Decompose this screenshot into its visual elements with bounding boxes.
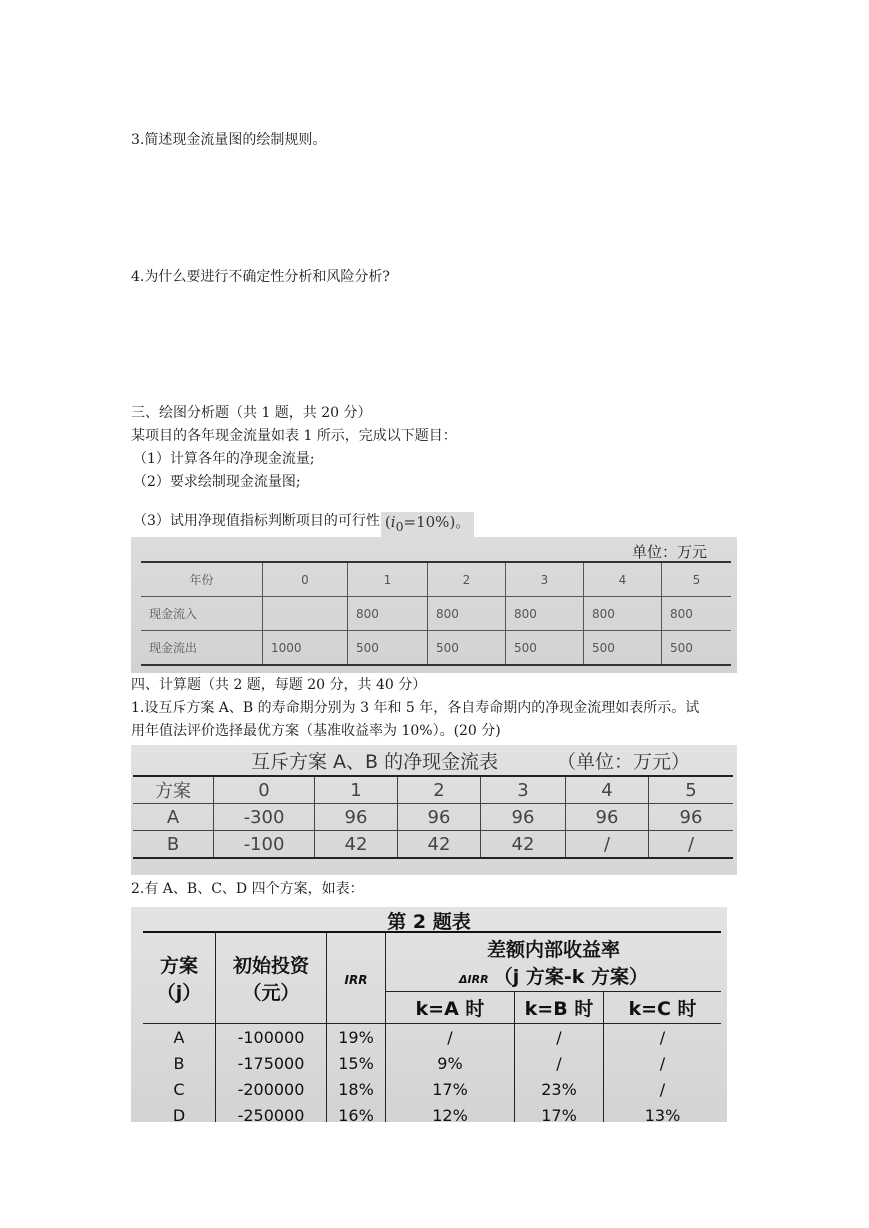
table-cell: -175000 <box>216 1050 327 1076</box>
table2-unit: （单位：万元） <box>557 751 691 773</box>
table-cell: / <box>649 831 734 859</box>
net-cash-flow-table-photo <box>131 745 737 875</box>
table-cell: / <box>604 1076 722 1102</box>
table-cell: 500 <box>506 631 584 666</box>
table-row <box>141 562 731 597</box>
table-cell: D <box>143 1102 216 1122</box>
table-cell: / <box>604 1024 722 1051</box>
cash-flow-table-photo <box>131 537 737 673</box>
table-header-cell: 方案 <box>133 776 214 804</box>
table-cell: 现金流入 <box>141 597 263 631</box>
header-irr: IRR <box>327 932 386 1024</box>
table-row <box>143 1050 721 1076</box>
table-cell: -100000 <box>216 1024 327 1051</box>
task-3-text: （3）试用净现值指标判断项目的可行性 <box>133 513 380 529</box>
table-cell: 19% <box>327 1024 386 1051</box>
table-header-cell: 1 <box>315 776 398 804</box>
table-cell: / <box>386 1024 515 1051</box>
question-3: 3.简述现金流量图的绘制规则。 <box>131 132 327 148</box>
table-cell: 9% <box>386 1050 515 1076</box>
irr-table-photo <box>131 907 727 1122</box>
table-cell: 18% <box>327 1076 386 1102</box>
subheader-cell: k=A 时 <box>386 992 515 1024</box>
task-1: （1）计算各年的净现金流量; <box>133 451 315 467</box>
table-cell: 现金流出 <box>141 631 263 666</box>
table-cell: 42 <box>398 831 481 859</box>
table-cell: 16% <box>327 1102 386 1122</box>
table-header-cell: 0 <box>263 562 348 597</box>
section-3-intro: 某项目的各年现金流量如表 1 所示，完成以下题目： <box>131 428 457 444</box>
cash-flow-table <box>141 561 731 666</box>
table-cell: -250000 <box>216 1102 327 1122</box>
table-cell: / <box>515 1024 604 1051</box>
net-cash-flow-table <box>133 775 733 859</box>
question-4: 4.为什么要进行不确定性分析和风险分析? <box>131 269 390 285</box>
table-cell: 96 <box>649 804 734 831</box>
table-row <box>143 1024 721 1051</box>
table-row <box>141 631 731 666</box>
table-cell: 500 <box>428 631 506 666</box>
table-cell: 17% <box>386 1076 515 1102</box>
problem-1-line-2: 用年值法评价选择最优方案（基准收益率为 10%）。(20 分) <box>131 723 501 739</box>
table1-unit: 单位：万元 <box>631 543 707 561</box>
table-header-cell: 0 <box>214 776 315 804</box>
table-row <box>143 932 721 992</box>
header-invest: 初始投资 （元） <box>216 932 327 1024</box>
irr-table <box>143 931 721 1122</box>
table-cell: / <box>515 1050 604 1076</box>
table-cell: 500 <box>662 631 732 666</box>
table-row <box>133 776 733 804</box>
table-cell: / <box>566 831 649 859</box>
table-cell: B <box>143 1050 216 1076</box>
problem-1-line-1: 1.设互斥方案 A、B 的寿命期分别为 3 年和 5 年，各自寿命期内的净现金流理如表所示。试 <box>131 700 700 716</box>
discount-rate-formula: $(i_0=10\%)$。 <box>381 512 474 539</box>
table-cell: 800 <box>428 597 506 631</box>
section-3-heading: 三、绘图分析题（共 1 题，共 20 分） <box>131 405 372 421</box>
table-cell: 800 <box>662 597 732 631</box>
table-header-cell: 4 <box>566 776 649 804</box>
task-2: （2）要求绘制现金流量图; <box>133 474 301 490</box>
table-header-cell: 5 <box>649 776 734 804</box>
table-cell: 500 <box>584 631 662 666</box>
table-cell: A <box>133 804 214 831</box>
table-cell: 96 <box>315 804 398 831</box>
table-cell: -100 <box>214 831 315 859</box>
table-cell: 800 <box>506 597 584 631</box>
subheader-cell: k=B 时 <box>515 992 604 1024</box>
table-cell: 500 <box>348 631 428 666</box>
table-cell: 13% <box>604 1102 722 1122</box>
table-cell: 96 <box>481 804 566 831</box>
table-header-cell: 年份 <box>141 562 263 597</box>
table-cell: 23% <box>515 1076 604 1102</box>
table-row <box>141 597 731 631</box>
table-cell: 800 <box>348 597 428 631</box>
table-header-cell: 2 <box>428 562 506 597</box>
table-header-cell: 3 <box>481 776 566 804</box>
table2-title-text: 互斥方案 A、B 的净现金流表 <box>251 751 499 773</box>
table-header-cell: 4 <box>584 562 662 597</box>
table-row <box>133 831 733 859</box>
table-cell: 12% <box>386 1102 515 1122</box>
table-cell: 17% <box>515 1102 604 1122</box>
subheader-cell: k=C 时 <box>604 992 722 1024</box>
table-cell <box>263 597 348 631</box>
table-row <box>143 1102 721 1122</box>
section-4-heading: 四、计算题（共 2 题，每题 20 分，共 40 分） <box>131 677 427 693</box>
table-cell: A <box>143 1024 216 1051</box>
table-cell: 96 <box>566 804 649 831</box>
problem-2: 2.有 A、B、C、D 四个方案，如表： <box>131 881 364 897</box>
table-cell: B <box>133 831 214 859</box>
table-header-cell: 3 <box>506 562 584 597</box>
table-header-cell: 2 <box>398 776 481 804</box>
table-cell: 1000 <box>263 631 348 666</box>
task-3 <box>133 512 474 539</box>
table-row <box>133 804 733 831</box>
table-cell: -200000 <box>216 1076 327 1102</box>
table-cell: 42 <box>315 831 398 859</box>
table-cell: C <box>143 1076 216 1102</box>
table-header-cell: 1 <box>348 562 428 597</box>
header-plan: 方案 （j） <box>143 932 216 1024</box>
table-cell: / <box>604 1050 722 1076</box>
table-cell: 800 <box>584 597 662 631</box>
table-row <box>143 1076 721 1102</box>
table-cell: 15% <box>327 1050 386 1076</box>
table-header-cell: 5 <box>662 562 732 597</box>
table3-title: 第 2 题表 <box>387 911 471 933</box>
table-cell: -300 <box>214 804 315 831</box>
table-cell: 42 <box>481 831 566 859</box>
header-diff: 差额内部收益率 ΔIRR （j 方案-k 方案） <box>386 932 722 992</box>
table-cell: 96 <box>398 804 481 831</box>
